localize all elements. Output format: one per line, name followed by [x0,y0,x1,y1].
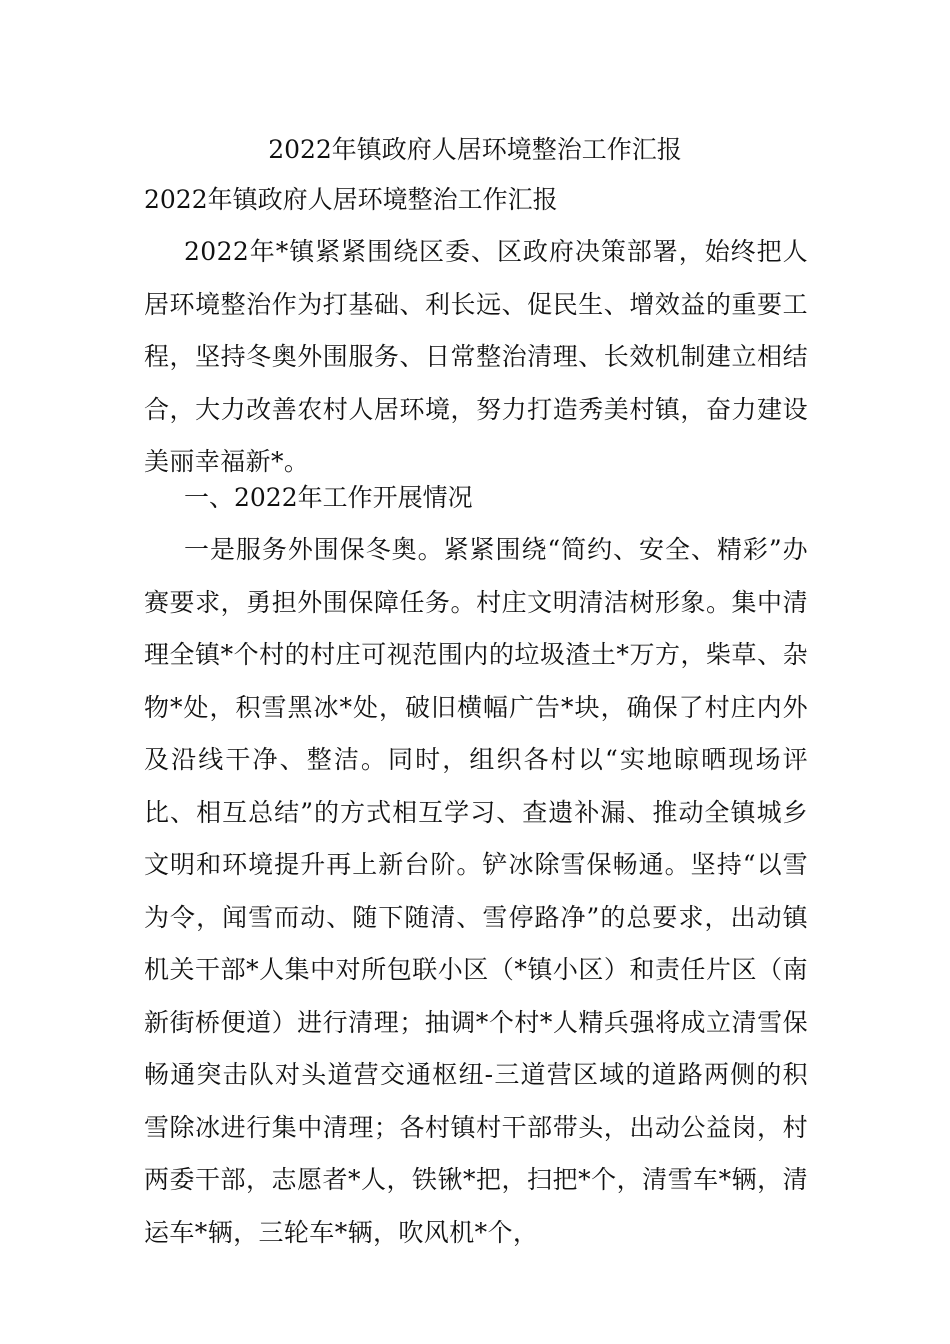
body-paragraph: 一是服务外围保冬奥。紧紧围绕“简约、安全、精彩”办赛要求，勇担外围保障任务。村庄文明清洁树形象。集中清理全镇*个村的村庄可视范围内的垃圾渣土*万方，柴草、杂物*处，积雪黑冰*处，破旧横幅广告*块，确保了村庄内外及沿线干净、整洁。同时，组织各村以“实地晾晒现场评比、相互总结”的方式相互学习、查遗补漏、推动全镇城乡文明和环境提升再上新台阶。铲冰除雪保畅通。坚持“以雪为令，闻雪而动、随下随清、雪停路净”的总要求，出动镇机关干部*人集中对所包联小区（*镇小区）和责任片区（南新街桥便道）进行清理；抽调*个村*人精兵强将成立清雪保畅通突击队对头道营交通枢纽-三道营区域的道路两侧的积雪除冰进行集中清理；各村镇村干部带头，出动公益岗，村两委干部，志愿者*人，铁锹*把，扫把*个，清雪车*辆，清运车*辆，三轮车*辆，吹风机*个， [144,535,808,1247]
section-heading: 一、2022年工作开展情况 [184,483,473,512]
document-subtitle: 2022年镇政府人居环境整治工作汇报 [144,185,558,214]
intro-paragraph: 2022年*镇紧紧围绕区委、区政府决策部署，始终把人居环境整治作为打基础、利长远、促民生、增效益的重要工程，坚持冬奥外围服务、日常整治清理、长效机制建立相结合，大力改善农村人居环境，努力打造秀美村镇，奋力建设美丽幸福新*。 [144,237,808,476]
document-title: 2022年镇政府人居环境整治工作汇报 [268,135,682,164]
